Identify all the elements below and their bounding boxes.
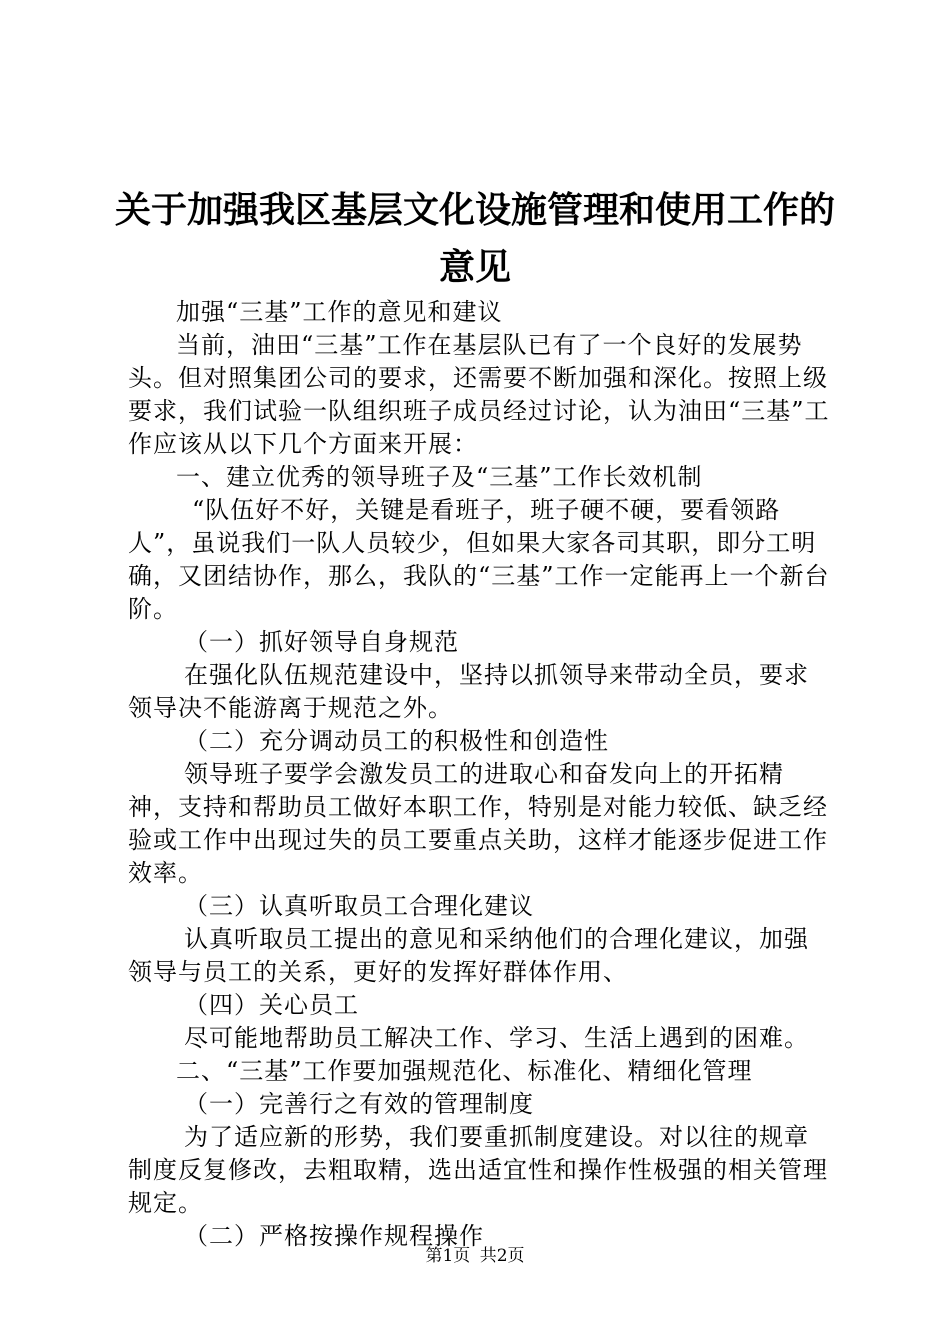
subsection-heading: （二）充分调动员工的积极性和创造性 <box>184 727 609 755</box>
subsection-heading: （二）严格按操作规程操作 <box>184 1222 484 1250</box>
page-total: 共2页 <box>479 1246 525 1266</box>
paragraph: 当前，油田“三基”工作在基层队已有了一个良好的发展势头。但对照集团公司的要求，还需要不断加强和深化。按照上级要求，我们试验一队组织班子成员经过讨论，认为油田“三基”工作应该从以下几个方面来开展： <box>128 331 830 458</box>
paragraph: 领导班子要学会激发员工的进取心和奋发向上的开拓精神，支持和帮助员工做好本职工作，特别是对能力较低、缺乏经验或工作中出现过失的员工要重点关助，这样才能逐步促进工作效率。 <box>128 760 828 887</box>
paragraph: “队伍好不好，关键是看班子，班子硬不硬，要看领路人”，虽说我们一队人员较少，但如果大家各司其职，即分工明确，又团结协作，那么，我队的“三基”工作一定能再上一个新台阶。 <box>128 496 830 623</box>
document-body <box>128 296 832 1253</box>
section-heading: 二、“三基”工作要加强规范化、标准化、精细化管理 <box>176 1057 753 1085</box>
paragraph: 尽可能地帮助员工解决工作、学习、生活上遇到的困难。 <box>184 1024 809 1052</box>
paragraph: 为了适应新的形势，我们要重抓制度建设。对以往的规章制度反复修改，去粗取精，选出适宜性和操作性极强的相关管理规定。 <box>128 1123 828 1217</box>
paragraph: 在强化队伍规范建设中，坚持以抓领导来带动全员，要求领导决不能游离于规范之外。 <box>128 661 809 722</box>
subsection-heading: （三）认真听取员工合理化建议 <box>184 892 534 920</box>
document-title-line-2: 意见 <box>438 247 511 288</box>
subsection-heading: （四）关心员工 <box>184 991 359 1019</box>
page-number: 第1页 <box>425 1246 471 1266</box>
section-heading: 一、建立优秀的领导班子及“三基”工作长效机制 <box>176 463 703 491</box>
paragraph-heading: 加强“三基”工作的意见和建议 <box>176 298 503 326</box>
page-footer <box>0 1246 950 1266</box>
document-title-line-1: 关于加强我区基层文化设施管理和使用工作的 <box>114 190 835 231</box>
subsection-heading: （一）抓好领导自身规范 <box>184 628 459 656</box>
paragraph: 认真听取员工提出的意见和采纳他们的合理化建议，加强领导与员工的关系，更好的发挥好群体作用、 <box>128 925 809 986</box>
subsection-heading: （一）完善行之有效的管理制度 <box>184 1090 534 1118</box>
